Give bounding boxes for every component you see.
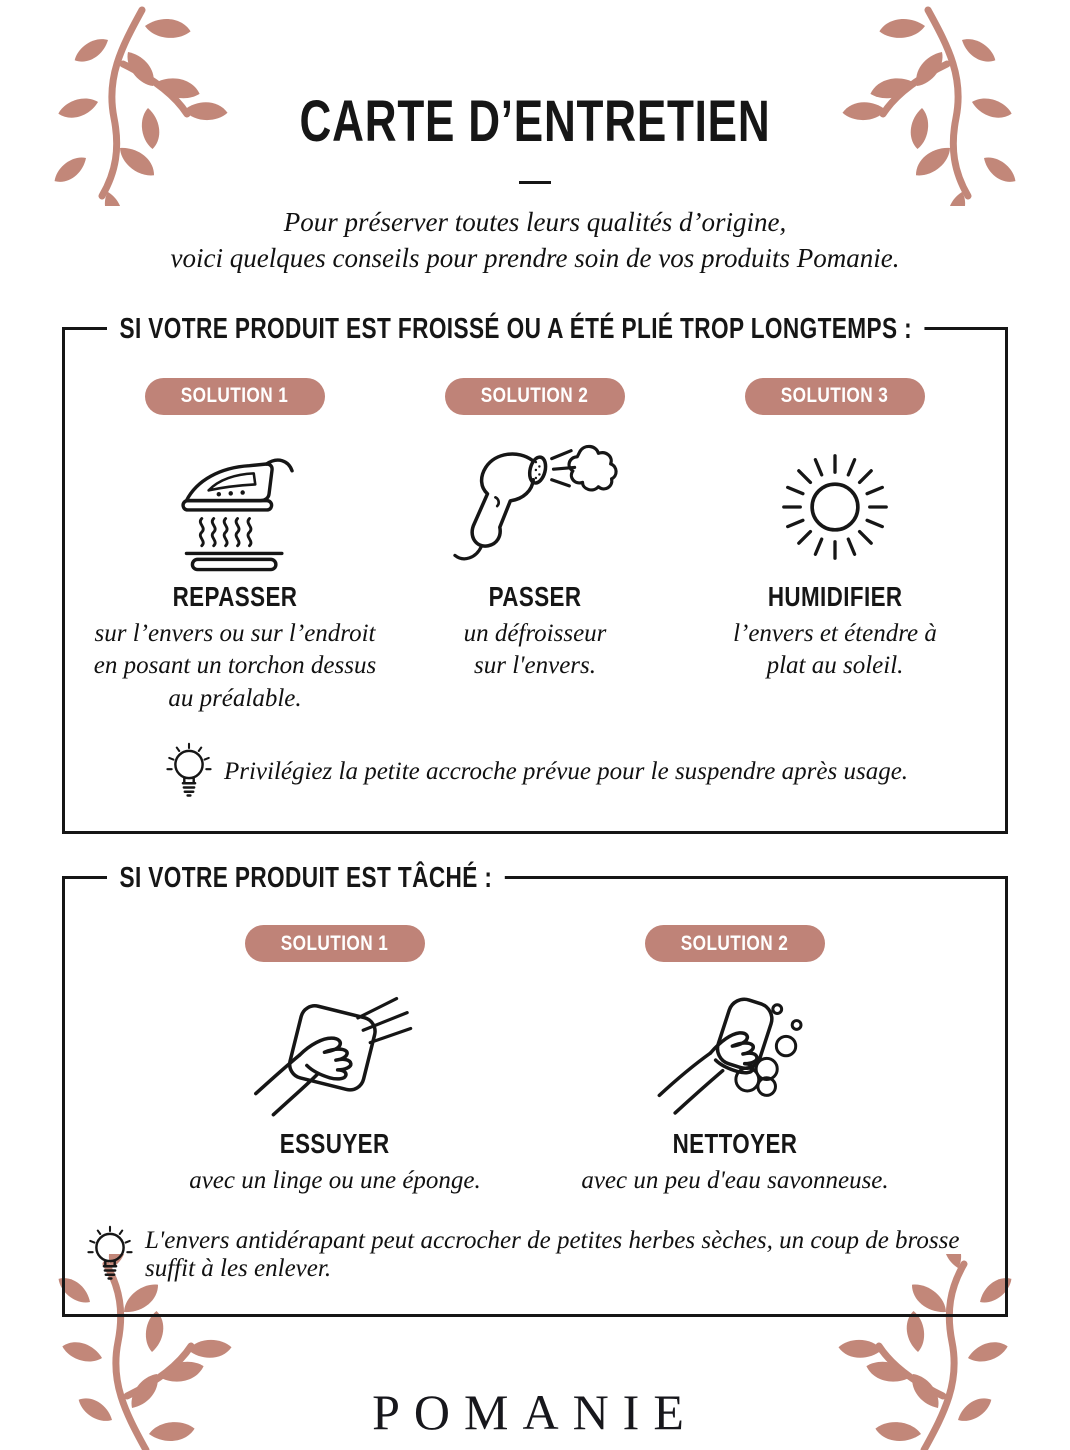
soap-hand-icon <box>637 988 833 1120</box>
action-description: sur l’envers ou sur l’endroit en posant un torchon dessus au préalable. <box>93 619 377 712</box>
solutions-row <box>65 330 1005 716</box>
solution-nettoyer <box>535 925 935 1198</box>
brand-logo: POMANIE <box>372 1383 698 1440</box>
solution-repasser <box>85 378 385 716</box>
action-description: avec un linge ou une éponge. <box>189 1167 481 1195</box>
action-description: l’envers et étendre à plat au soleil. <box>733 619 937 680</box>
tip-text: Privilégiez la petite accroche prévue pour le suspendre après usage. <box>223 758 909 786</box>
section-stained-product <box>62 862 1008 1317</box>
intro-line-2: voici quelques conseils pour prendre soin de vos produits Pomanie. <box>170 243 900 274</box>
title-divider <box>519 181 551 184</box>
action-description: avec un peu d'eau savonneuse. <box>581 1167 889 1195</box>
wiping-hand-icon <box>237 988 433 1120</box>
action-description: un défroisseur sur l'envers. <box>463 619 607 680</box>
action-label: PASSER <box>488 580 582 612</box>
solution-badge: SOLUTION 1 <box>145 378 324 415</box>
lightbulb-icon <box>162 741 216 803</box>
action-label: HUMIDIFIER <box>767 580 903 612</box>
section-title: SI VOTRE PRODUIT EST FROISSÉ OU A ÉTÉ PLIÉ TROP LONGTEMPS : <box>107 313 925 346</box>
action-label: REPASSER <box>172 580 298 612</box>
solution-badge: SOLUTION 3 <box>745 378 924 415</box>
section-wrinkled-product <box>62 312 1008 835</box>
lightbulb-icon <box>83 1224 137 1286</box>
tip-row <box>83 741 987 803</box>
action-label: NETTOYER <box>672 1128 798 1160</box>
tip-text: L'envers antidérapant peut accrocher de petites herbes sèches, un coup de brosse suffit à les enlever. <box>145 1226 960 1282</box>
solution-badge: SOLUTION 2 <box>445 378 624 415</box>
action-label: ESSUYER <box>280 1128 390 1160</box>
page-title: CARTE D’ENTRETIEN <box>299 89 771 154</box>
section-title: SI VOTRE PRODUIT EST TÂCHÉ : <box>107 862 505 895</box>
solution-badge: SOLUTION 2 <box>645 925 824 962</box>
tip-row <box>83 1224 987 1286</box>
iron-icon <box>160 441 310 573</box>
sun-icon <box>771 441 899 573</box>
intro-line-1: Pour préserver toutes leurs qualités d’origine, <box>283 207 787 237</box>
intro-text <box>0 204 1070 277</box>
solution-passer <box>385 378 685 716</box>
steamer-icon <box>435 441 635 573</box>
solution-humidifier <box>685 378 985 716</box>
solutions-row <box>65 879 1005 1198</box>
solution-badge: SOLUTION 1 <box>245 925 424 962</box>
solution-essuyer <box>135 925 535 1198</box>
